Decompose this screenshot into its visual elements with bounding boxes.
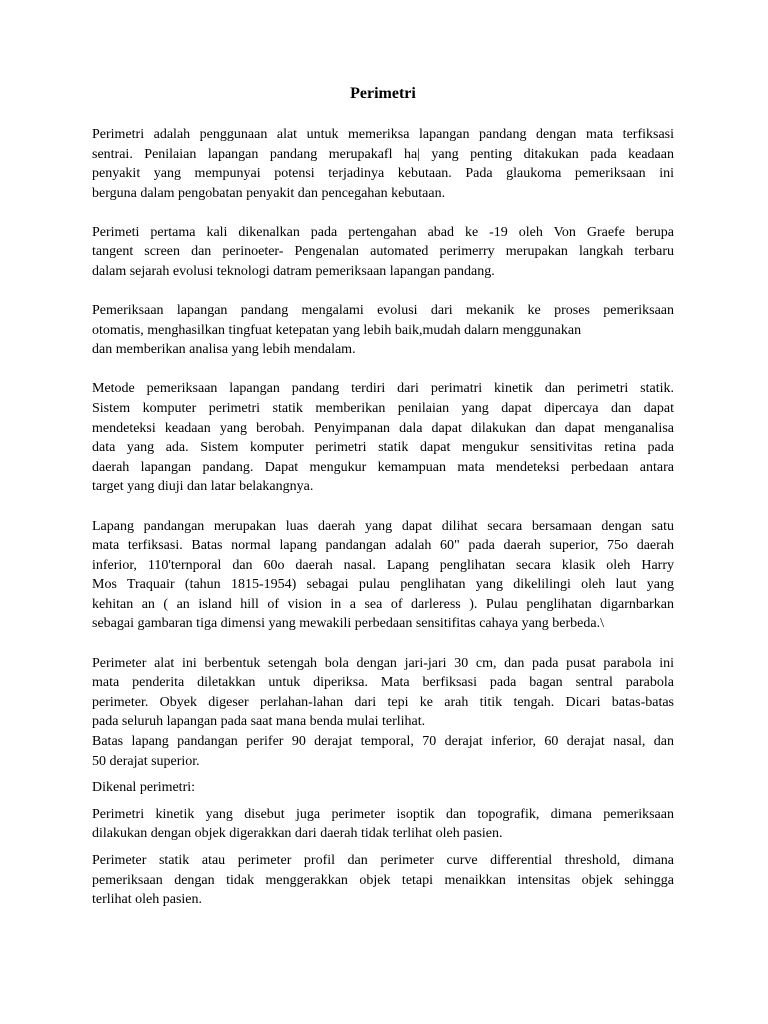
text-line: Pemeriksaan lapangan pandang mengalami evolusi dari mekanik ke proses pemeriksaan: [92, 303, 674, 319]
text-line: dalam sejarah evolusi teknologi datram pemeriksaan lapangan pandang.: [92, 264, 495, 280]
text-line: Perimeter statik atau perimeter profil dan perimeter curve differential threshold, dimana: [92, 852, 674, 868]
paragraph-static: [92, 851, 674, 910]
text-line: Metode pemeriksaan lapangan pandang terdiri dari perimatri kinetik dan perimetri statik.: [92, 381, 674, 397]
text-line: Mos Traquair (tahun 1815-1954) sebagai pulau penglihatan yang dikelilingi oleh laut yang: [92, 577, 674, 593]
text-line: sebagai gambaran tiga dimensi yang mewakili perbedaan sensitifitas cahaya yang berbeda.\: [92, 616, 604, 632]
text-line: pemeriksaan dengan tidak menggerakkan objek tetapi menaikkan intensitas objek sehingga: [92, 872, 674, 888]
paragraph-visual-field: [92, 517, 674, 635]
text-line: penyakit yang mempunyai potensi terjadinya kebutaan. Pada glaukoma pemeriksaan ini: [92, 166, 674, 182]
text-line: mata terfiksasi. Batas normal lapang pandangan adalah 60" pada daerah superior, 75o daerah: [92, 538, 674, 554]
text-line: berguna dalam pengobatan penyakit dan pencegahan kebutaan.: [92, 185, 446, 201]
text-line: Sistem komputer perimetri statik memberikan penilaian yang dapat dipercaya dan dapat: [92, 401, 674, 417]
text-line: pada seluruh lapangan pada saat mana benda mulai terlihat.: [92, 714, 426, 730]
text-line: target yang diuji dan latar belakangnya.: [92, 479, 314, 495]
text-line: Perimeti pertama kali dikenalkan pada pertengahan abad ke -19 oleh Von Graefe berupa: [92, 224, 674, 240]
text-line: mata penderita diletakkan untuk diperiksa. Mata berfiksasi pada bagan sentral parabola: [92, 675, 674, 691]
text-line: Perimetri kinetik yang disebut juga perimeter isoptik dan topografik, dimana pemeriksaan: [92, 806, 674, 822]
paragraph-methods: [92, 379, 674, 497]
text-line: dan memberikan analisa yang lebih mendalam.: [92, 342, 356, 358]
text-line: mendeteksi keadaan yang berobah. Penyimpanan dala dapat dilakukan dan dapat menganalisa: [92, 420, 674, 436]
paragraph-perimeter-device: [92, 654, 674, 772]
text-line: Perimetri adalah penggunaan alat untuk memeriksa lapangan pandang dengan mata terfiksasi: [92, 127, 674, 142]
text-line: dilakukan dengan objek digerakkan dari daerah tidak terlihat oleh pasien.: [92, 826, 503, 842]
paragraph-known-perimetry: [92, 778, 674, 798]
text-line: Lapang pandangan merupakan luas daerah yang dapat dilihat secara bersamaan dengan satu: [92, 518, 674, 534]
text-line: Dikenal perimetri:: [92, 780, 196, 796]
paragraph-evolution: [92, 301, 674, 360]
text-line: inferior, 110'ternporal dan 60o daerah nasal. Lapang penglihatan secara klasik oleh Harry: [92, 557, 674, 573]
text-line: perimeter. Obyek digeser perlahan-lahan dari tepi ke arah titik tengah. Dicari batas-batas: [92, 694, 674, 710]
paragraph-kinetic: [92, 805, 674, 844]
text-line: daerah lapangan pandang. Dapat mengukur kemampuan mata mendeteksi perbedaan antara: [92, 459, 674, 475]
text-line: sentrai. Penilaian lapangan pandang merupakafl ha| yang penting ditakukan pada keadaan: [92, 146, 674, 162]
text-line: terlihat oleh pasien.: [92, 892, 203, 908]
text-line: data yang ada. Sistem komputer perimetri statik dapat mengukur sensitivitas retina pada: [92, 440, 674, 456]
text-line: otomatis, menghasilkan tingfuat ketepatan yang lebih baik,mudah dalarn menggunakan: [92, 322, 582, 338]
document-page: [92, 84, 674, 910]
text-line: tangent screen dan perinoeter- Pengenalan automated perimerry merupakan langkah terbaru: [92, 244, 674, 260]
page-title: Perimetri: [350, 85, 416, 102]
text-line: 50 derajat superior.: [92, 753, 200, 769]
paragraph-definition: [92, 125, 674, 203]
text-line: Perimeter alat ini berbentuk setengah bola dengan jari-jari 30 cm, dan pada pusat parabola ini: [92, 655, 674, 671]
paragraph-history: [92, 223, 674, 282]
text-line: kehitan an ( an island hill of vision in a sea of darleress ). Pulau penglihatan digarnbarkan: [92, 596, 674, 612]
text-line: Batas lapang pandangan perifer 90 derajat temporal, 70 derajat inferior, 60 derajat nasal, dan: [92, 733, 674, 749]
